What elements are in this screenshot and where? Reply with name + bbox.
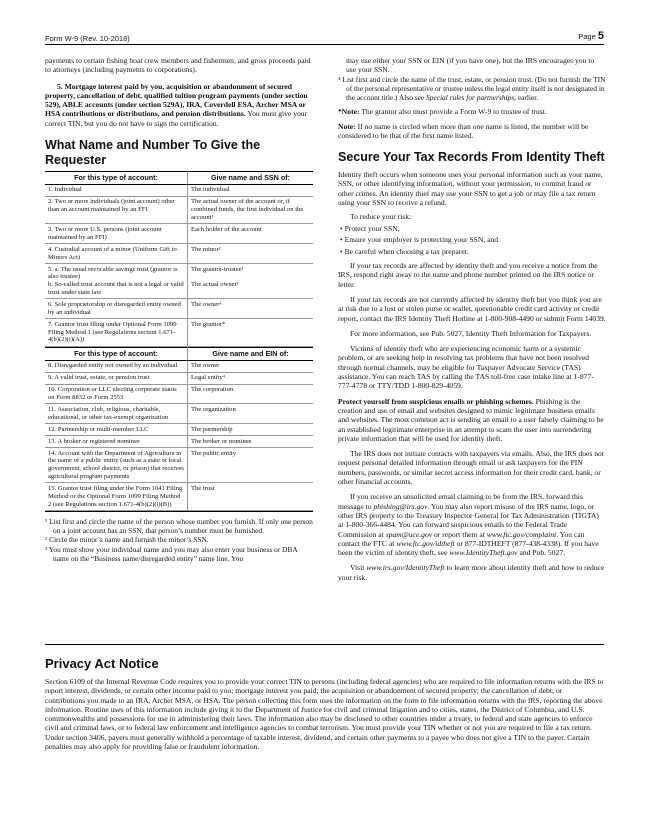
- footnote-2: ² Circle the minor’s name and furnish the minor’s SSN.: [45, 535, 209, 545]
- give-name-cell: The grantor*: [188, 319, 314, 347]
- footnote-4: ⁴ List first and circle the name of the trust, estate, or pension trust. (Do not furnish the TIN of the personal representative or trustee unless the legal entity itself is not designated in the account title.) Also see Special rules for partnerships, earlier.: [338, 74, 606, 102]
- form-id: Form W-9 (Rev. 10-2018): [45, 34, 130, 43]
- ssn-col-account: For this type of account:: [45, 172, 188, 185]
- ssn-table-row: [45, 319, 313, 347]
- right-column: [338, 56, 606, 582]
- account-type-cell: 3. Two or more U.S. persons (joint account maintained by an FFI): [45, 224, 188, 244]
- ein-table-row: [45, 483, 313, 511]
- account-type-cell: 12. Partnership or multi-member LLC: [45, 424, 188, 436]
- identity-theft-heading: Secure Your Tax Records From Identity Theft: [338, 150, 605, 165]
- intro-paragraph: payments to certain fishing boat crew members and fishermen, and gross proceeds paid to attorneys (including payments to corporations).: [45, 56, 311, 75]
- account-type-cell: 4. Custodial account of a minor (Uniform Gift to Minors Act): [45, 244, 188, 264]
- account-type-cell: 2. Two or more individuals (joint account) other than an account maintained by an FFI: [45, 196, 188, 224]
- account-type-cell: 11. Association, club, religious, charitable, educational, or other tax-exempt organization: [45, 404, 188, 424]
- give-name-cell: The owner: [188, 360, 314, 372]
- footnote-1: ¹ List first and circle the name of the person whose number you furnish. If only one person on a joint account has an SSN, that person’s number must be furnished.: [45, 516, 313, 536]
- account-type-cell: 7. Grantor trust filing under Optional Form 1099 Filing Method 1 (see Regulations section 1.671-4(b)(2)(i)(A)): [45, 319, 188, 347]
- footnote-3-continued: may use either your SSN or EIN (if you have one), but the IRS encourages you to use your SSN.: [346, 56, 595, 75]
- ssn-table-row: [45, 264, 313, 299]
- account-type-cell: 6. Sole proprietorship or disregarded entity owned by an individual: [45, 299, 188, 319]
- ftc-complaint-link[interactable]: www.ftc.gov/complaint: [486, 529, 557, 539]
- item5-paragraph: 5. Mortgage interest paid by you, acquisition or abandonment of secured property, cancellation of debt, qualified tuition program payments (under section 529), ABLE accounts (under section 529A), IRA, Coverdell ESA, Archer MSA or HSA contributions or distributions, and pension distributions. You must give your correct TIN, but you do not have to sign the certification.: [45, 81, 308, 128]
- give-name-cell: The owner³: [188, 299, 314, 319]
- risk-bullets: [338, 223, 606, 258]
- irs-no-email-paragraph: The IRS does not initiate contacts with taxpayers via emails. Also, the IRS does not request personal detailed information through email or ask taxpayers for the PIN numbers, passwords, or similar secret access information for their credit card, bank, or other financial accounts.: [338, 449, 604, 487]
- more-info-paragraph: For more information, see Pub. 5027, Identity Theft Information for Taxpayers.: [350, 328, 592, 338]
- account-type-cell: 10. Corporation or LLC electing corporate status on Form 8832 or Form 2553: [45, 384, 188, 404]
- bullet-item: • Protect your SSN,: [340, 223, 400, 233]
- ein-table-row: [45, 424, 313, 436]
- phishing-email-link[interactable]: phishing@irs.gov: [373, 501, 428, 511]
- ftc-idtheft-link[interactable]: www.ftc.gov/idtheft: [396, 538, 455, 548]
- page-number: 5: [597, 30, 604, 42]
- tas-paragraph: Victims of identity theft who are experiencing economic harm or a systemic problem, or are seeking help in resolving tax problems that have not been resolved through normal channels, may be eligible for Taxpayer Advocate Service (TAS) assistance. You can reach TAS by calling the TAS toll-free case intake line at 1-877-777-4778 or TTY/TDD 1-800-829-4059.: [338, 344, 594, 391]
- privacy-text: Section 6109 of the Internal Revenue Code requires you to provide your correct TIN to persons (including federal agencies) who are required to file information returns with the IRS to report interest, dividends, or certain other income paid to you; mortgage interest you paid; the acquisition or abandonment of secured property; the cancellation of debt; or contributions you made to an IRA, Archer MSA, or HSA. The person collecting this form uses the information on the form to file information returns with the IRS, reporting the above information. Routine uses of this information include giving it to the Department of Justice for civil and criminal litigation and to cities, states, the District of Columbia, and U.S. commonwealths and possessions for use in administering their laws. The information also may be disclosed to other countries under a treaty, to federal and state agencies to enforce civil and criminal laws, or to federal law enforcement and intelligence agencies to combat terrorism. You must provide your TIN whether or not you are required to file a tax return. Under section 3406, payers must generally withhold a percentage of taxable interest, dividend, and certain other payments to a payee who does not give a TIN to the payer. Certain penalties may also apply for providing false or fraudulent information.: [45, 677, 604, 752]
- give-name-cell: The organization: [188, 404, 314, 424]
- left-column: [45, 56, 313, 563]
- spam-email-link[interactable]: spam@uce.gov: [385, 529, 433, 539]
- account-type-cell: 8. Disregarded entity not owned by an individual: [45, 360, 188, 372]
- ein-col-account: For this type of account:: [45, 347, 188, 360]
- ein-table-row: [45, 404, 313, 424]
- give-name-cell: The public entity: [188, 448, 314, 483]
- table-end-rule: [45, 511, 313, 512]
- affected-paragraph: If your tax records are affected by identity theft and you receive a notice from the IRS, respond right away to the name and phone number printed on the IRS notice or letter.: [338, 261, 598, 289]
- ein-table-row: [45, 436, 313, 448]
- give-name-cell: The individual: [188, 184, 314, 196]
- give-name-cell: The corporation: [188, 384, 314, 404]
- ssn-table: [45, 171, 313, 347]
- report-paragraph: If you receive an unsolicited email claiming to be from the IRS, forward this message to phishing@irs.gov. You may also report misuse of the IRS name, logo, or other IRS property to the Treasury Inspector General for Tax Administration (TIGTA) at 1-800-366-4484. You can forward suspicious emails to the Federal Trade Commission at spam@uce.gov or report them at www.ftc.gov/complaint. You can contact the FTC at www.ftc.gov/idtheft or 877-IDTHEFT (877-438-4338). If you have been the victim of identity theft, see www.IdentityTheft.gov and Pub. 5027.: [338, 492, 599, 558]
- at-risk-paragraph: If your tax records are not currently affected by identity theft but you think you are at risk due to a lost or stolen purse or wallet, questionable credit card activity or credit report, contact the IRS Identity Theft Hotline at 1-800-908-4490 or submit Form 14039.: [338, 294, 606, 323]
- footnote-3: ³ You must show your individual name and you may also enter your business or DBA name on the “Business name/disregarded entity” name line. You: [45, 544, 298, 563]
- ein-col-give: Give name and EIN of:: [188, 347, 314, 360]
- give-name-cell: The grantor-trustee¹ The actual owner¹: [188, 264, 314, 299]
- grantor-note: *Note: The grantor also must provide a Form W-9 to trustee of trust.: [338, 107, 547, 117]
- give-name-cell: The broker or nominee: [188, 436, 314, 448]
- account-type-cell: 5. a. The usual revocable savings trust (grantor is also trustee) b. So-called trust account that is not a legal or valid trust under state law: [45, 264, 188, 299]
- give-name-cell: The trust: [188, 483, 314, 511]
- ssn-table-row: [45, 244, 313, 264]
- ssn-table-row: [45, 184, 313, 196]
- section-divider: [45, 644, 604, 645]
- identitytheft-gov-link[interactable]: www.IdentityTheft.gov: [449, 548, 518, 558]
- bullet-item: • Be careful when choosing a tax preparer.: [340, 246, 469, 256]
- ssn-col-give: Give name and SSN of:: [188, 172, 314, 185]
- account-type-cell: 14. Account with the Department of Agriculture in the name of a public entity (such as a state or local government, school district, or prison) that receives agricultural program payments: [45, 448, 188, 483]
- ssn-table-row: [45, 299, 313, 319]
- give-name-cell: Legal entity⁴: [188, 372, 314, 384]
- ein-table-row: [45, 384, 313, 404]
- ein-table-row: [45, 372, 313, 384]
- ein-table-row: [45, 360, 313, 372]
- reduce-risk-label: To reduce your risk:: [350, 212, 412, 222]
- give-name-cell: The actual owner of the account or, if combined funds, the first individual on the account¹: [188, 196, 314, 224]
- circled-name-note: Note: If no name is circled when more than one name is listed, the number will be considered to be that of the first name listed.: [338, 121, 589, 140]
- ssn-table-row: [45, 196, 313, 224]
- ein-table-row: [45, 448, 313, 483]
- account-type-cell: 13. A broker or registered nominee: [45, 436, 188, 448]
- visit-paragraph: Visit www.irs.gov/IdentityTheft to learn more about identity theft and how to reduce your risk.: [338, 563, 605, 582]
- give-name-cell: The minor²: [188, 244, 314, 264]
- account-type-cell: 1. Individual: [45, 184, 188, 196]
- give-name-cell: The partnership: [188, 424, 314, 436]
- ssn-table-body: [45, 184, 313, 346]
- ein-table-body: [45, 360, 313, 510]
- footnotes: [45, 517, 313, 563]
- page-header: [45, 30, 604, 45]
- account-type-cell: 15. Grantor trust filing under the Form 1041 Filing Method or the Optional Form 1099 Filing Method 2 (see Regulations section 1.671-4(b)(2)(i)(B)): [45, 483, 188, 511]
- requester-heading: What Name and Number To Give the Requester: [45, 138, 261, 168]
- phishing-paragraph: Protect yourself from suspicious emails or phishing schemes. Phishing is the creation and use of email and websites designed to mimic legitimate business emails and websites. The most common act is sending an email to a user falsely claiming to be an established legitimate enterprise in an attempt to scam the user into surrendering private information that will be used for identity theft.: [338, 396, 604, 443]
- privacy-heading: Privacy Act Notice: [45, 656, 159, 671]
- privacy-section: [45, 656, 604, 751]
- give-name-cell: Each holder of the account: [188, 224, 314, 244]
- ein-table: [45, 347, 313, 511]
- irs-identitytheft-link[interactable]: www.irs.gov/IdentityTheft: [366, 563, 445, 573]
- bullet-item: • Ensure your employer is protecting your SSN, and: [340, 235, 499, 245]
- account-type-cell: 9. A valid trust, estate, or pension trust: [45, 372, 188, 384]
- ssn-table-row: [45, 224, 313, 244]
- identity-theft-paragraph: Identity theft occurs when someone uses your personal information such as your name, SSN, or other identifying information, without your permission, to commit fraud or other crimes. An identity thief may use your SSN to get a job or may file a tax return using your SSN to receive a refund.: [338, 170, 603, 207]
- page-number-label: Page 5: [578, 30, 604, 42]
